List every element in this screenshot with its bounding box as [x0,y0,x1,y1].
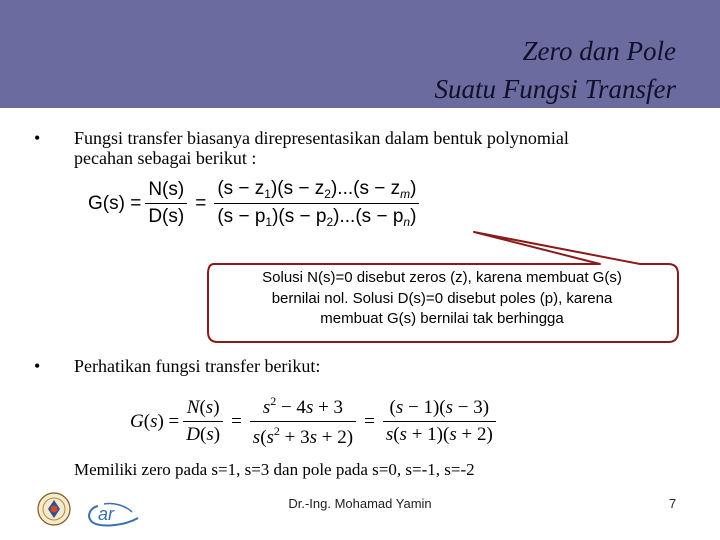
bullet-icon: • [34,128,41,148]
footer-author: Dr.-Ing. Mohamad Yamin [288,496,432,511]
bullet-2-text: Perhatikan fungsi transfer berikut: [74,356,321,376]
callout-text [212,268,672,330]
title-line-1: Zero dan Pole [522,36,676,66]
general-transfer-function-equation: G(s) = $\frac{N(s)}{D(s)}$ = $\frac{(s - z_1)(s - z_2)...(s - z_m)}{(s - p_1)(s - p_2)...(s - p_n)}$ [88,178,423,229]
page-number: 7 [669,496,677,511]
bullet-1-line-1: Fungsi transfer biasanya direpresentasikan dalam bentuk polynomial [74,128,569,148]
university-seal-icon [36,491,72,527]
callout-line-1: Solusi N(s)=0 disebut zeros (z), karena membuat G(s) [262,269,622,286]
callout-line-2: bernilai nol. Solusi D(s)=0 disebut poles (p), karena [271,289,613,307]
example-transfer-function-equation: G ( s ) = $\frac{N(s)}{D(s)}$ = $\frac{s^2 - 4s + 3}{s(s^2 + 3s + 2)}$ = $\frac{(s - 1)(s - 3)}{s(s + 1)(s + 2)}$ [130,394,500,449]
bullet-1-line-2: pecahan sebagai berikut : [74,148,257,168]
bullet-item-2 [34,356,684,378]
callout-line-3: membuat G(s) bernilai tak berhingga [320,310,564,327]
zero-pole-note: Memiliki zero pada s=1, s=3 dan pole pada s=0, s=-1, s=-2 [74,460,475,479]
title-line-2: Suatu Fungsi Transfer [434,74,676,104]
car-logo-text: ar [98,504,115,524]
bullet-icon: • [34,356,41,376]
